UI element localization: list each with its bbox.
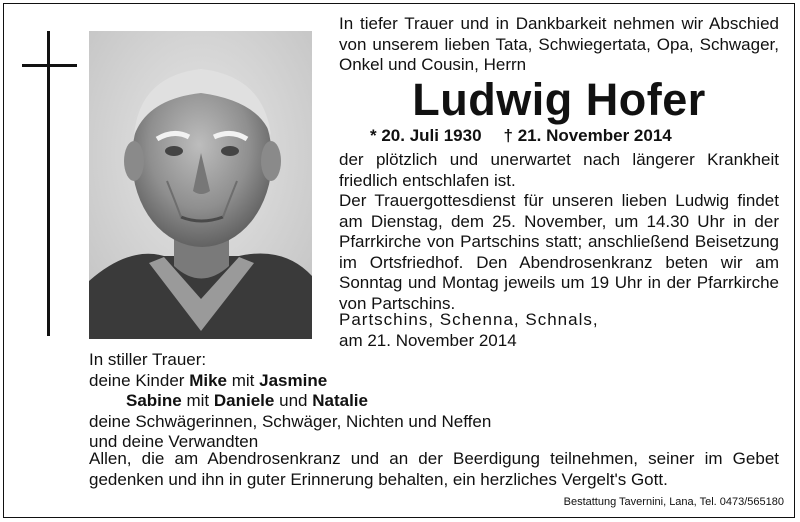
death-date: † 21. November 2014 [503,126,672,145]
intro-text: In tiefer Trauer und in Dankbarkeit nehmen wir Abschied von unserem lieben Tata, Schwiegertata, Opa, Schwager, Onkel und Cousin, Herrn [339,14,779,74]
announcement-body [339,150,779,314]
portrait-photo [89,31,312,339]
mourners-heading: In stiller Trauer: [89,350,207,369]
place-and-date [339,310,779,351]
life-dates [370,126,694,146]
deceased-name: Ludwig Hofer [412,74,706,125]
mourners-list [89,350,779,453]
closing-thanks: Allen, die am Abendrosenkranz und an der Beerdigung teilnehmen, seiner im Gebet gedenken und ihn in guter Erinnerung behalten, ein herzliches Vergelt's Gott. [89,449,779,489]
funeral-home-credit: Bestattung Tavernini, Lana, Tel. 0473/565180 [563,496,784,508]
mourners-relatives-2: und deine Verwandten [89,432,259,451]
mourners-relatives: deine Schwägerinnen, Schwäger, Nichten und Neffen [89,411,492,431]
mourners-children: deine Kinder Mike mit Jasmine [89,370,328,390]
places: Partschins, Schenna, Schnals, [339,310,599,329]
service-text: Der Trauergottesdienst für unseren lieben Ludwig findet am Dienstag, dem 25. November, um 14.30 Uhr in der Pfarrkirche von Partschins statt; anschließend Beisetzung im Ortsfriedhof. Den Abendrosenkranz beten wir am Sonntag und Montag jeweils um 19 Uhr in der Pfarrkirche von Partschins. [339,191,779,313]
mourners-children-2: Sabine mit Daniele und Natalie [126,391,368,410]
passing-text: der plötzlich und unerwartet nach längerer Krankheit friedlich entschlafen ist. [339,150,779,190]
notice-date: am 21. November 2014 [339,330,517,350]
birth-date: * 20. Juli 1930 [370,126,482,145]
